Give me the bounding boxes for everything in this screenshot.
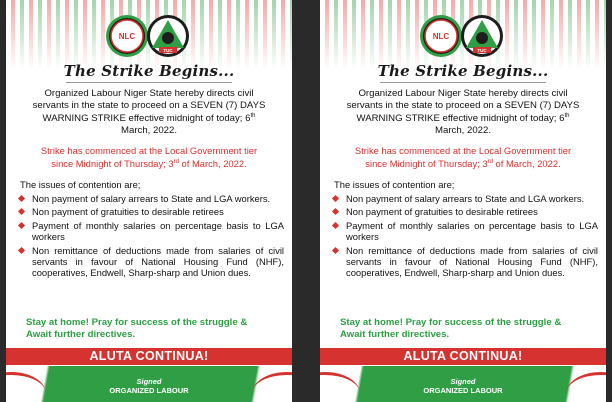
bullet-diamond-icon bbox=[18, 222, 25, 229]
poster-title: The Strike Begins... bbox=[377, 62, 549, 80]
signatory: ORGANIZED LABOUR bbox=[423, 386, 503, 395]
intro-line: WARNING STRIKE effective midnight of today; 6th bbox=[42, 113, 256, 125]
signed-label: Signed bbox=[136, 377, 162, 386]
bullet-diamond-icon bbox=[18, 195, 25, 202]
stay-at-home-message bbox=[340, 317, 596, 341]
issues-heading: The issues of contention are; bbox=[20, 179, 141, 190]
stay-at-home-message bbox=[26, 317, 282, 341]
notice-line: Strike has commenced at the Local Government tier bbox=[354, 145, 572, 156]
divider bbox=[66, 82, 232, 83]
issue-item: Non payment of salary arrears to State and LGA workers. bbox=[332, 193, 598, 204]
intro-line: March, 2022. bbox=[121, 124, 177, 136]
tuc-logo-label: TUC bbox=[477, 48, 487, 53]
stay-line: Await further directives. bbox=[26, 328, 136, 340]
commencement-notice bbox=[18, 145, 280, 169]
issue-item: Non payment of salary arrears to State and LGA workers. bbox=[18, 193, 284, 204]
nlc-logo-icon bbox=[419, 14, 463, 58]
notice-line: Strike has commenced at the Local Government tier bbox=[40, 145, 258, 156]
aluta-continua-banner: ALUTA CONTINUA! bbox=[6, 348, 292, 365]
issue-item: Non payment of gratuities to desirable retirees bbox=[332, 206, 598, 217]
bullet-diamond-icon bbox=[332, 247, 339, 254]
tuc-logo-icon bbox=[460, 14, 504, 58]
bullet-diamond-icon bbox=[18, 247, 25, 254]
bullet-diamond-icon bbox=[332, 195, 339, 202]
issue-item: Non payment of gratuities to desirable retirees bbox=[18, 206, 284, 217]
divider bbox=[380, 82, 546, 83]
nlc-logo-icon bbox=[105, 14, 149, 58]
intro-line: Organized Labour Niger State hereby directs civil bbox=[358, 88, 568, 99]
issue-item: Payment of monthly salaries on percentage basis to LGA workers bbox=[332, 220, 598, 243]
intro-line: servants in the state to proceed on a SEVEN (7) DAYS bbox=[346, 99, 580, 111]
signed-label: Signed bbox=[450, 377, 476, 386]
signatory: ORGANIZED LABOUR bbox=[109, 386, 189, 395]
issues-list bbox=[18, 193, 284, 281]
intro-line: servants in the state to proceed on a SEVEN (7) DAYS bbox=[32, 99, 266, 111]
bullet-diamond-icon bbox=[332, 208, 339, 215]
issues-list bbox=[332, 193, 598, 281]
strike-poster-right bbox=[320, 0, 606, 402]
aluta-continua-banner: ALUTA CONTINUA! bbox=[320, 348, 606, 365]
intro-line: Organized Labour Niger State hereby directs civil bbox=[44, 88, 254, 99]
tuc-logo-icon bbox=[146, 14, 190, 58]
notice-line: since Midnight of Thursday; 3rd of March, 2022. bbox=[365, 157, 561, 169]
stay-line: Stay at home! Pray for success of the struggle & bbox=[26, 317, 248, 328]
notice-line: since Midnight of Thursday; 3rd of March, 2022. bbox=[51, 157, 247, 169]
intro-line: WARNING STRIKE effective midnight of today; 6th bbox=[356, 113, 570, 125]
intro-paragraph bbox=[18, 88, 280, 136]
nlc-logo-label: NLC bbox=[118, 32, 136, 41]
stay-line: Await further directives. bbox=[340, 328, 450, 340]
bullet-diamond-icon bbox=[18, 208, 25, 215]
logos bbox=[6, 14, 292, 62]
poster-title: The Strike Begins... bbox=[63, 62, 235, 80]
stay-line: Stay at home! Pray for success of the struggle & bbox=[340, 317, 562, 328]
issue-item: Non remittance of deductions made from salaries of civil servants in favour of National Housing Fund (NHF), cooperatives, Endwell, Sharp-sharp and Union dues. bbox=[18, 245, 284, 279]
intro-paragraph bbox=[332, 88, 594, 136]
intro-line: March, 2022. bbox=[435, 124, 491, 136]
bullet-diamond-icon bbox=[332, 222, 339, 229]
issue-item: Payment of monthly salaries on percentage basis to LGA workers bbox=[18, 220, 284, 243]
issue-item: Non remittance of deductions made from salaries of civil servants in favour of National Housing Fund (NHF), cooperatives, Endwell, Sharp-sharp and Union dues. bbox=[332, 245, 598, 279]
tuc-logo-label: TUC bbox=[163, 48, 173, 53]
issues-heading: The issues of contention are; bbox=[334, 179, 455, 190]
nlc-logo-label: NLC bbox=[432, 32, 450, 41]
logos bbox=[320, 14, 606, 62]
strike-poster-left bbox=[6, 0, 292, 402]
commencement-notice bbox=[332, 145, 594, 169]
